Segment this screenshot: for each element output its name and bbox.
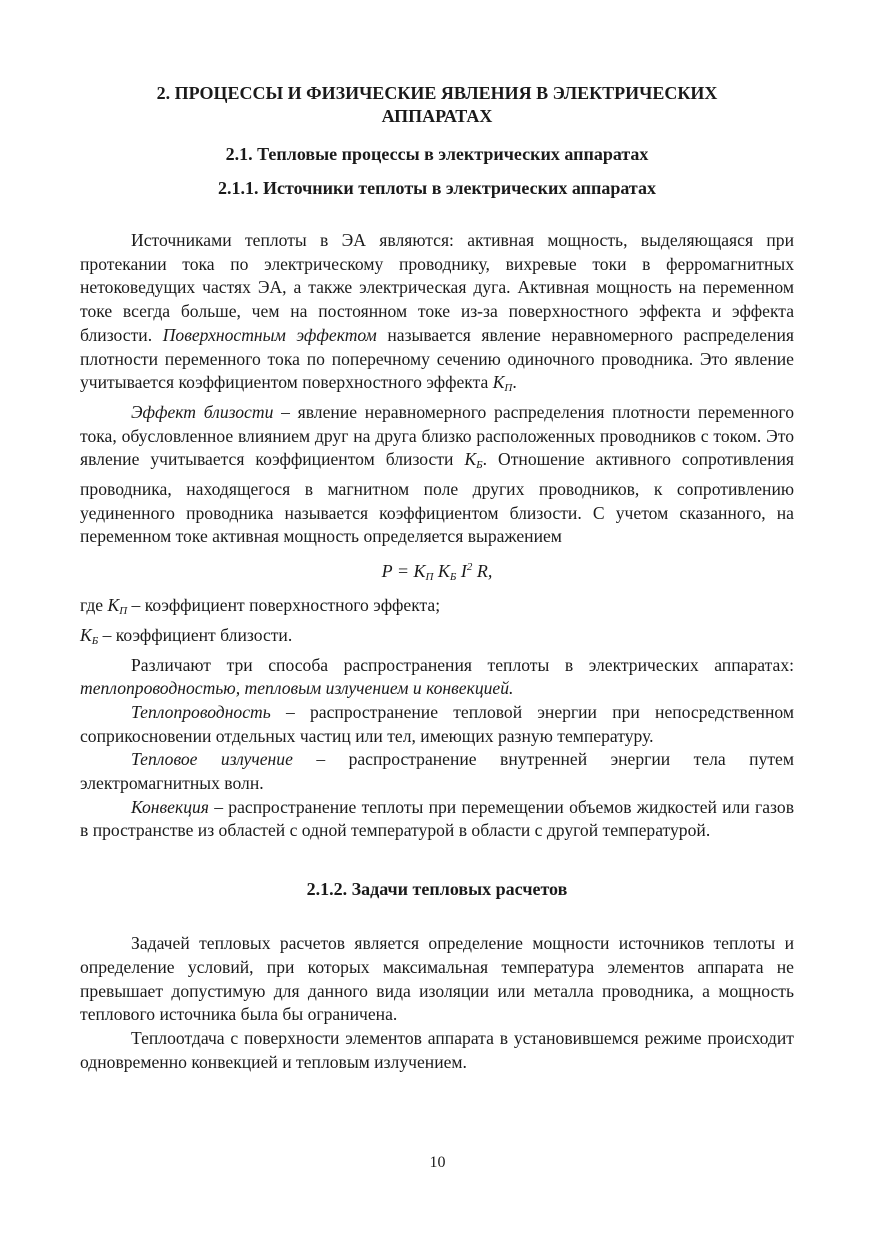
term-skin-effect: Поверхностным эффектом xyxy=(162,324,377,345)
paragraph-calculation-tasks: Задачей тепловых расчетов является определение мощности источников теплоты и определение условий, при которых максимальная температура элементов аппарата не превышает допустимую для данного вида изоляции или металла проводника, а мощность теплового источника была бы ограничена. xyxy=(80,933,794,1025)
term-proximity-effect: Эффект близости xyxy=(131,401,274,422)
symbol-kb: $К_Б$ xyxy=(464,449,483,472)
subsection-title-heat-sources: 2.1.1. Источники теплоты в электрических аппаратах xyxy=(217,178,656,198)
term-conduction: Теплопроводность xyxy=(131,701,271,722)
chapter-title: 2. ПРОЦЕССЫ И ФИЗИЧЕСКИЕ ЯВЛЕНИЯ В ЭЛЕКТРИЧЕСКИХ АППАРАТАХ xyxy=(156,83,718,126)
paragraph-heat-sources: Источниками теплоты в ЭА являются: активная мощность, выделяющаяся при протекании тока по электрическому проводнику, вихревые токи в ферромагнитных нетоковедущих частях ЭА, а также электрическая дуга. Активная мощность на переменном токе всегда больше, чем на постоянном токе из-за поверхностного эффекта и эффекта близости. Поверхностным эффектом называется явление неравномерного распределения плотности переменного тока по поперечному сечению одиночного проводника. Это явление учитывается коэффициентом поверхностного эффекта $К_П$. xyxy=(80,230,794,395)
where-line-kb: $К_Б$ – коэффициент близости. xyxy=(80,624,293,647)
formula-active-power: $P = К_П$ $К_Б$ $I^2$ R, xyxy=(381,561,493,584)
subsection-title-thermal-calculations: 2.1.2. Задачи тепловых расчетов xyxy=(306,879,568,900)
paragraph-proximity-effect xyxy=(80,401,794,549)
paragraph-text: . Отношение активного сопротивления проводника, находящегося в магнитном поле других проводников, к сопротивлению уединенного проводника называется коэффициентом близости. С учетом сказанного, на переменном токе активная мощность определяется выражением xyxy=(80,449,794,547)
paragraph-convection: Конвекция – распространение теплоты при перемещении объемов жидкостей или газов в пространстве из областей с одной температурой в области с другой температурой. xyxy=(80,796,794,841)
term-convection: Конвекция xyxy=(131,796,209,817)
paragraph-text: Источниками теплоты в ЭА являются: активная мощность, выделяющаяся при протекании тока по электрическому проводнику, вихревые токи в ферромагнитных нетоковедущих частях ЭА, а также электрическая дуга. Активная мощность на переменном токе всегда больше, чем на постоянном токе из-за поверхностного эффекта и эффекта близости. xyxy=(80,230,794,345)
term-heat-transfer-methods: теплопроводностью, тепловым излучением и конвекцией. xyxy=(80,678,514,699)
paragraph-text: – явление неравномерного распределения плотности переменного тока, обусловленное влиянием друг на друга близко расположенных проводников с током. Это явление учитывается коэффициентом близости xyxy=(80,401,794,470)
term-radiation: Тепловое излучение xyxy=(131,749,293,770)
paragraph-heat-transfer-methods: Различают три способа распространения теплоты в электрических аппаратах: теплопроводностью, тепловым излучением и конвекцией. xyxy=(80,654,794,699)
paragraph-heat-dissipation: Теплоотдача с поверхности элементов аппарата в установившемся режиме происходит одновременно конвекцией и тепловым излучением. xyxy=(80,1027,794,1072)
page-content xyxy=(80,82,794,1074)
symbol-kp: $К_П$ xyxy=(492,372,513,395)
page-number: 10 xyxy=(429,1154,446,1171)
paragraph-text: называется явление неравномерного распределения плотности переменного тока по поперечному сечению одиночного проводника. Это явление учитывается коэффициентом поверхностного эффекта xyxy=(80,324,794,393)
paragraph-radiation: Тепловое излучение – распространение внутренней энергии тела путем электромагнитных волн. xyxy=(80,749,794,794)
where-line-kp: где $К_П$ – коэффициент поверхностного эффекта; xyxy=(80,595,441,618)
section-title: 2.1. Тепловые процессы в электрических аппаратах xyxy=(225,144,649,164)
paragraph-conduction: Теплопроводность – распространение тепловой энергии при непосредственном соприкосновении отдельных частиц или тел, имеющих разную температуру. xyxy=(80,701,794,746)
